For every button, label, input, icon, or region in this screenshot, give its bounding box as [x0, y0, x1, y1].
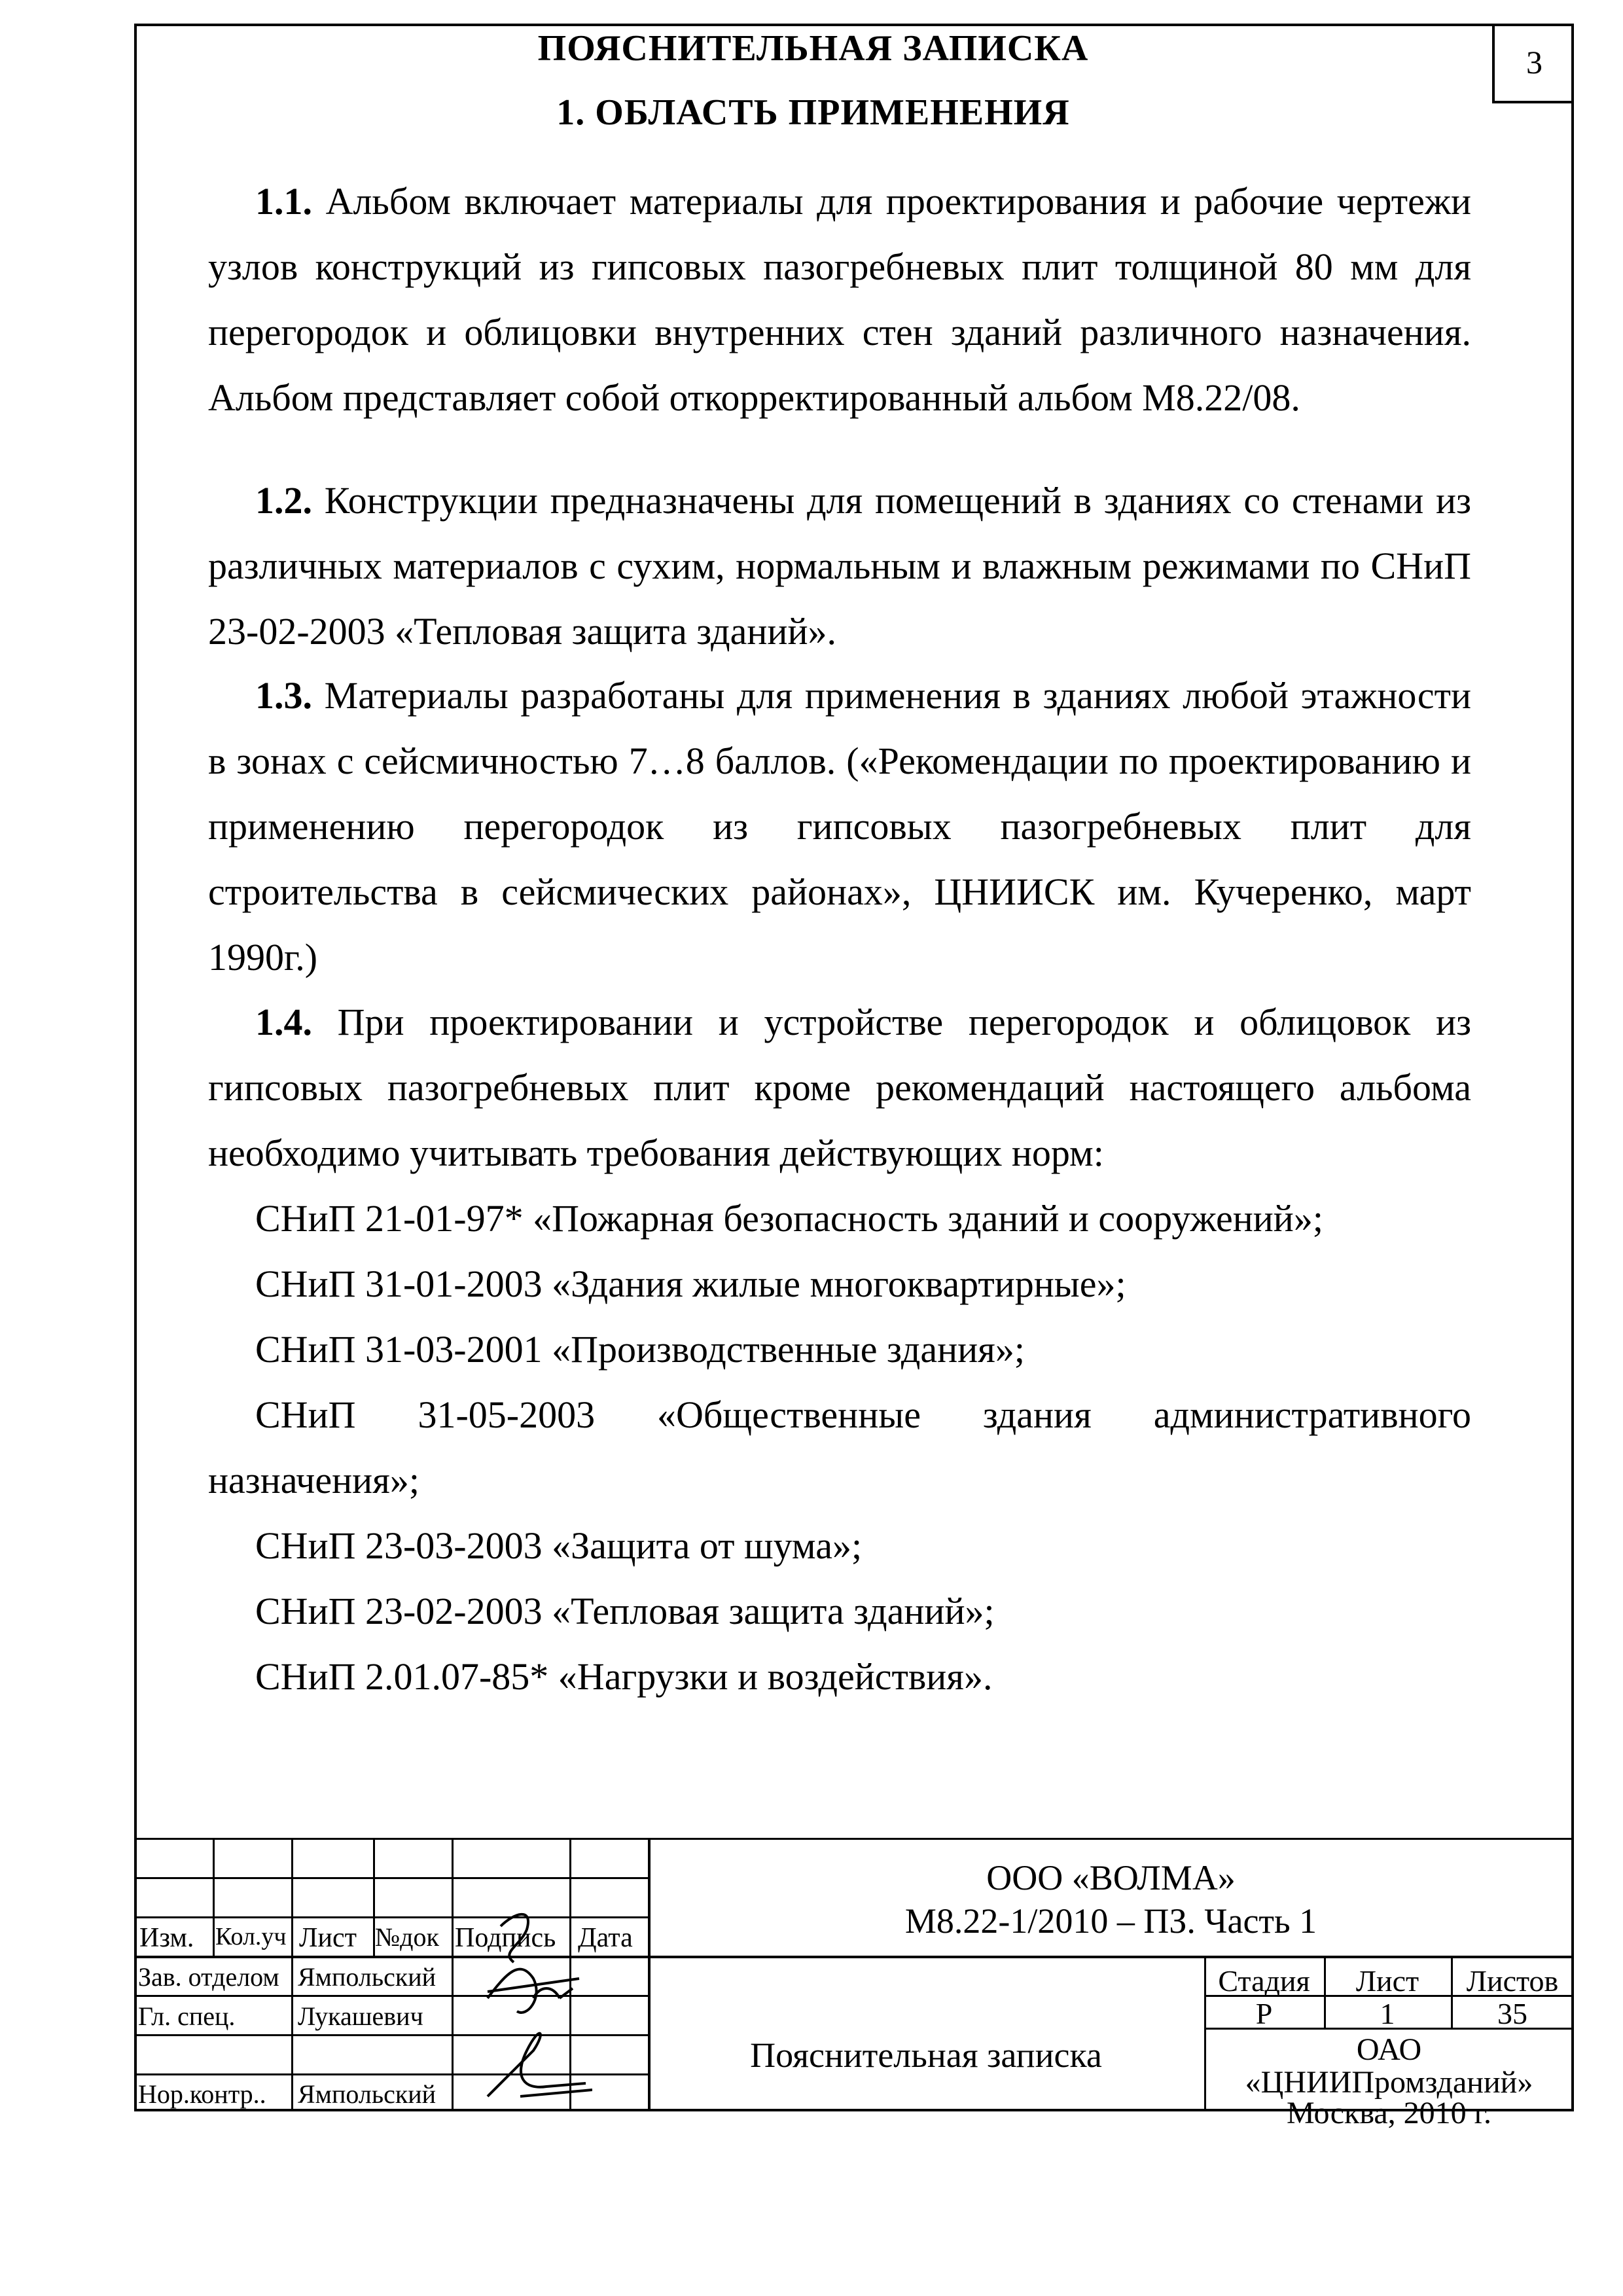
paragraph-1-1	[208, 169, 1471, 431]
document-title: ПОЯСНИТЕЛЬНАЯ ЗАПИСКА	[537, 28, 1089, 69]
norm-item: СНиП 21-01-97* «Пожарная безопасность зданий и сооружений»;	[255, 1197, 1323, 1240]
sheet-header: Лист	[1355, 1964, 1419, 1998]
paragraph-text: Альбом включает материалы для проектирования и рабочие чертежи узлов конструкций из гипсовых пазогребневых плит толщиной 80 мм для перегородок и облицовки внутренних стен зданий различного назначения. Альбом представляет собой откорректированный альбом М8.22/08.	[208, 180, 1471, 419]
title-block	[134, 1838, 1574, 2130]
norm-item: СНиП 31-03-2001 «Производственные здания»;	[255, 1328, 1025, 1371]
col-header-data: Дата	[578, 1923, 633, 1953]
paragraph-number: 1.2.	[255, 479, 312, 522]
paragraph-number: 1.4.	[255, 1001, 312, 1043]
norm-item: СНиП 23-02-2003 «Тепловая защита зданий»;	[255, 1590, 995, 1632]
section-title: 1. ОБЛАСТЬ ПРИМЕНЕНИЯ	[556, 92, 1070, 133]
role-label: Зав. отделом	[138, 1962, 279, 1992]
norm-item: СНиП 2.01.07-85* «Нагрузки и воздействия».	[255, 1655, 993, 1698]
role-label: Гл. спец.	[138, 2001, 236, 2031]
person-name: Ямпольский	[298, 2079, 437, 2109]
document-name: Пояснительная записка	[750, 2036, 1102, 2075]
paragraph-1-3	[208, 663, 1471, 990]
paragraph-1-4	[208, 990, 1471, 1186]
paragraph-1-2	[208, 468, 1471, 664]
paragraph-text: Материалы разработаны для применения в зданиях любой этажности в зонах с сейсмичностью 7…8 баллов. («Рекомендации по проектированию и применению перегородок из гипсовых пазогребневых плит для строительства в сейсмических районах», ЦНИИСК им. Кучеренко, март 1990г.)	[208, 674, 1471, 978]
person-name: Лукашевич	[298, 2001, 423, 2031]
document-code: М8.22-1/2010 – ПЗ. Часть 1	[904, 1901, 1317, 1941]
col-header-ndok: №док	[375, 1922, 439, 1952]
paragraph-number: 1.1.	[255, 180, 312, 223]
norm-item: СНиП 31-05-2003 «Общественные здания административного назначения»;	[208, 1393, 1471, 1501]
person-name: Ямпольский	[298, 1962, 437, 1992]
norm-item: СНиП 31-01-2003 «Здания жилые многоквартирные»;	[255, 1263, 1126, 1305]
sheet-value: 1	[1380, 1997, 1395, 2030]
paragraph-text: Конструкции предназначены для помещений в зданиях со стенами из различных материалов с сухим, нормальным и влажным режимами по СНиП 23-02-2003 «Тепловая защита зданий».	[208, 479, 1471, 653]
sheets-header: Листов	[1466, 1964, 1559, 1998]
org-line-2: «ЦНИИПромзданий»	[1245, 2065, 1533, 2100]
company-name: ООО «ВОЛМА»	[986, 1858, 1236, 1897]
sheets-value: 35	[1497, 1997, 1527, 2030]
org-line-1: ОАО	[1356, 2032, 1422, 2067]
stage-value: Р	[1255, 1997, 1273, 2030]
col-header-kol-uch: Кол.уч	[215, 1923, 287, 1950]
col-header-list: Лист	[299, 1923, 357, 1953]
stage-header: Стадия	[1218, 1964, 1310, 1998]
signature-scribble	[461, 1900, 592, 2109]
col-header-izm: Изм.	[139, 1923, 194, 1953]
paragraph-text: При проектировании и устройстве перегородок и облицовок из гипсовых пазогребневых плит кроме рекомендаций настоящего альбома необходимо учитывать требования действующих норм:	[208, 1001, 1471, 1174]
col-header-podpis: Подпись	[455, 1923, 556, 1953]
norm-item: СНиП 23-03-2003 «Защита от шума»;	[255, 1524, 863, 1567]
paragraph-number: 1.3.	[255, 674, 312, 717]
sheet-number: 3	[1492, 24, 1574, 103]
role-label: Нор.контр..	[138, 2079, 266, 2109]
org-line-3: Москва, 2010 г.	[1287, 2096, 1491, 2130]
